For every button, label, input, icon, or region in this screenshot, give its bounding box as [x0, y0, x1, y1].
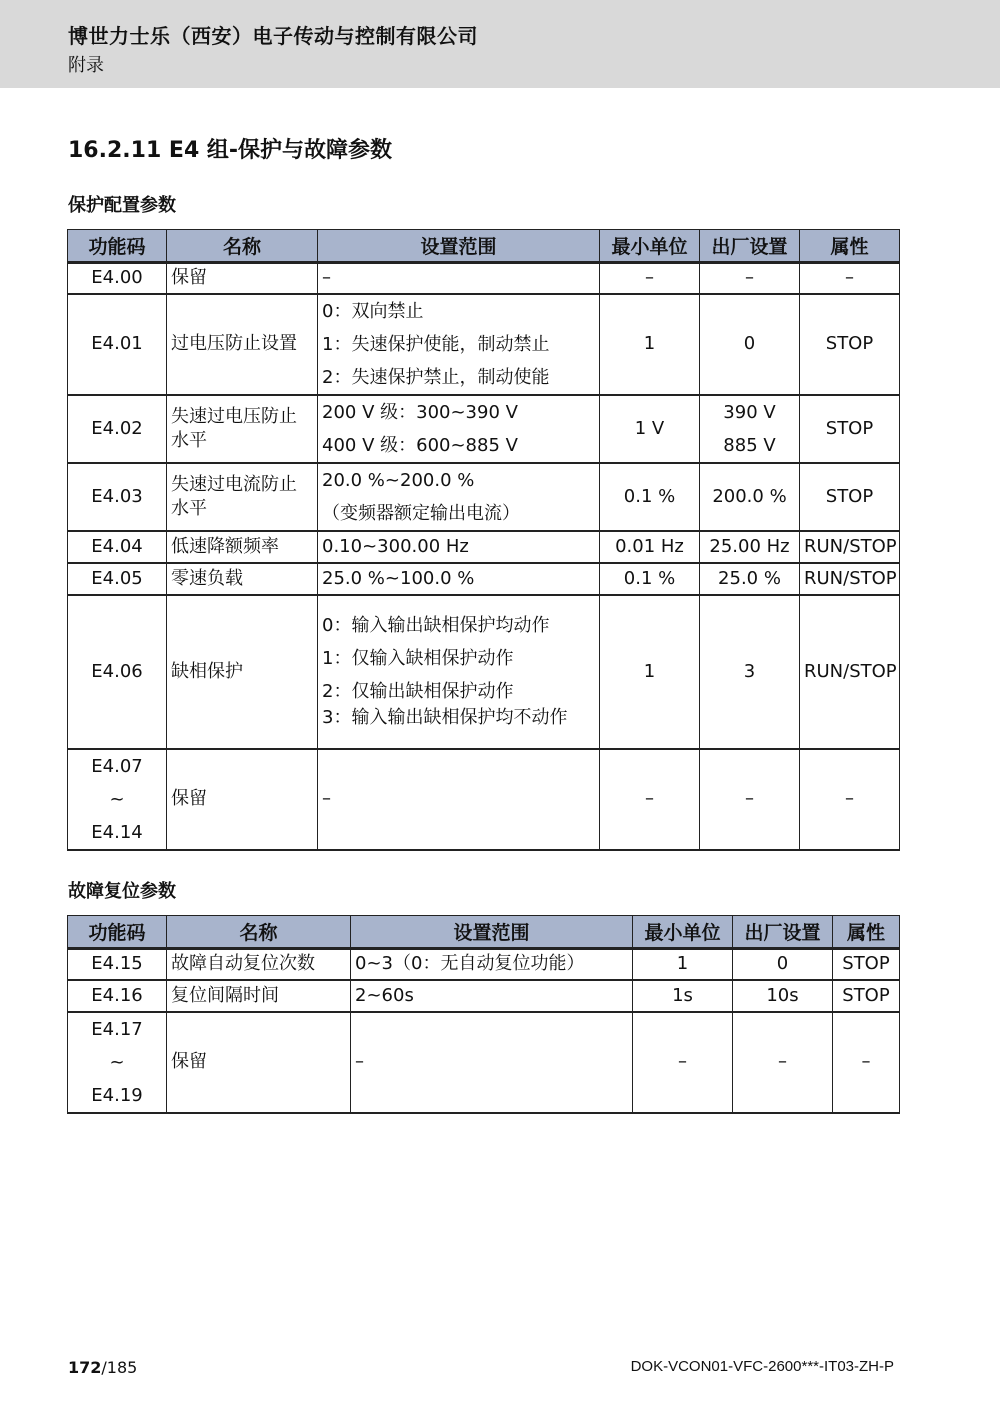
code-cell: E4.06: [68, 595, 167, 749]
range-option: （变频器额定输出电流）: [322, 502, 520, 524]
code-line: E4.07: [91, 755, 143, 777]
default-cell: 25.0 %: [700, 563, 800, 595]
code-cell: E4.15: [68, 949, 167, 980]
table-row: [68, 595, 900, 749]
range-cell: 0.10~300.00 Hz: [318, 531, 600, 563]
default-cell: 3: [700, 595, 800, 749]
attr-cell: RUN/STOP: [800, 563, 900, 595]
range-option: 400 V 级：600~885 V: [322, 434, 518, 456]
column-header: 属性: [800, 230, 900, 263]
table-header-row: [68, 230, 900, 263]
default-value: 885 V: [723, 434, 776, 456]
range-option: 0：双向禁止: [322, 300, 424, 322]
page-total: /185: [101, 1358, 138, 1377]
name-cell: 失速过电流防止水平: [167, 463, 318, 531]
column-header: 设置范围: [318, 230, 600, 263]
column-header: 出厂设置: [733, 916, 833, 949]
code-cell: E4.01: [68, 294, 167, 395]
column-header: 最小单位: [600, 230, 700, 263]
code-line: E4.19: [91, 1084, 143, 1106]
name-cell: 复位间隔时间: [167, 980, 351, 1012]
name-cell: 缺相保护: [167, 595, 318, 749]
unit-cell: 0.1 %: [600, 563, 700, 595]
code-cell: E4.05: [68, 563, 167, 595]
range-option: 1：失速保护使能，制动禁止: [322, 333, 550, 355]
range-cell: 2~60s: [351, 980, 633, 1012]
code-cell: E4.16: [68, 980, 167, 1012]
code-cell: E4.03: [68, 463, 167, 531]
range-option: 200 V 级：300~390 V: [322, 401, 518, 423]
unit-cell: –: [600, 263, 700, 294]
section-label: 附录: [68, 55, 104, 76]
column-header: 名称: [167, 230, 318, 263]
table-row: [68, 949, 900, 980]
range-cell: 0~3（0：无自动复位功能）: [351, 949, 633, 980]
table-header-row: [68, 916, 900, 949]
table-row: [68, 395, 900, 463]
attr-cell: –: [833, 1012, 900, 1113]
range-option: 3：输入输出缺相保护均不动作: [322, 707, 568, 728]
attr-cell: STOP: [800, 294, 900, 395]
name-cell: 过电压防止设置: [167, 294, 318, 395]
attr-cell: STOP: [800, 395, 900, 463]
attr-cell: –: [800, 263, 900, 294]
column-header: 设置范围: [351, 916, 633, 949]
code-cell: [68, 749, 167, 850]
unit-cell: 0.01 Hz: [600, 531, 700, 563]
table-row: [68, 294, 900, 395]
range-option: 2：仅输出缺相保护动作: [322, 681, 514, 702]
table1-title: 保护配置参数: [68, 195, 176, 216]
section-heading: 16.2.11 E4 组-保护与故障参数: [68, 138, 393, 163]
name-cell: 失速过电压防止水平: [167, 395, 318, 463]
column-header: 最小单位: [633, 916, 733, 949]
attr-cell: STOP: [800, 463, 900, 531]
table-row: [68, 463, 900, 531]
range-cell: [318, 595, 600, 749]
column-header: 属性: [833, 916, 900, 949]
name-cell: 保留: [167, 1012, 351, 1113]
range-cell: [318, 395, 600, 463]
page-header: [0, 0, 1000, 88]
code-cell: E4.00: [68, 263, 167, 294]
code-cell: E4.02: [68, 395, 167, 463]
column-header: 出厂设置: [700, 230, 800, 263]
column-header: 名称: [167, 916, 351, 949]
range-cell: [318, 463, 600, 531]
unit-cell: 1 V: [600, 395, 700, 463]
unit-cell: 0.1 %: [600, 463, 700, 531]
range-cell: –: [318, 749, 600, 850]
table-row: [68, 749, 900, 850]
default-cell: 0: [733, 949, 833, 980]
code-cell: E4.04: [68, 531, 167, 563]
company-name: 博世力士乐（西安）电子传动与控制有限公司: [68, 24, 478, 48]
range-cell: 25.0 %~100.0 %: [318, 563, 600, 595]
table-row: [68, 531, 900, 563]
protection-config-table: [67, 229, 900, 851]
name-cell: 故障自动复位次数: [167, 949, 351, 980]
name-cell: 零速负载: [167, 563, 318, 595]
code-line: E4.17: [91, 1018, 143, 1040]
name-cell: 保留: [167, 749, 318, 850]
unit-cell: 1s: [633, 980, 733, 1012]
column-header: 功能码: [68, 916, 167, 949]
range-cell: –: [351, 1012, 633, 1113]
range-option: 20.0 %~200.0 %: [322, 469, 475, 491]
range-cell: [318, 294, 600, 395]
default-cell: 200.0 %: [700, 463, 800, 531]
default-value: 390 V: [723, 401, 776, 423]
attr-cell: RUN/STOP: [800, 531, 900, 563]
range-option: 0：输入输出缺相保护均动作: [322, 615, 550, 636]
range-option: 1：仅输入缺相保护动作: [322, 648, 514, 669]
default-cell: [700, 395, 800, 463]
fault-reset-table: [67, 915, 900, 1114]
code-cell: [68, 1012, 167, 1113]
column-header: 功能码: [68, 230, 167, 263]
default-cell: –: [733, 1012, 833, 1113]
attr-cell: STOP: [833, 980, 900, 1012]
unit-cell: –: [600, 749, 700, 850]
code-line: ~: [109, 788, 125, 810]
attr-cell: –: [800, 749, 900, 850]
name-cell: 低速降额频率: [167, 531, 318, 563]
unit-cell: –: [633, 1012, 733, 1113]
unit-cell: 1: [633, 949, 733, 980]
name-cell: 保留: [167, 263, 318, 294]
default-cell: 25.00 Hz: [700, 531, 800, 563]
default-cell: –: [700, 749, 800, 850]
default-cell: 10s: [733, 980, 833, 1012]
code-line: E4.14: [91, 821, 143, 843]
table-row: [68, 1012, 900, 1113]
default-cell: 0: [700, 294, 800, 395]
range-option: 2：失速保护禁止，制动使能: [322, 366, 550, 388]
page-current: 172: [68, 1358, 102, 1377]
page-number: [68, 1358, 137, 1377]
document-id: DOK-VCON01-VFC-2600***-IT03-ZH-P: [630, 1358, 894, 1375]
unit-cell: 1: [600, 294, 700, 395]
unit-cell: 1: [600, 595, 700, 749]
attr-cell: RUN/STOP: [800, 595, 900, 749]
code-line: ~: [109, 1051, 125, 1073]
table-row: [68, 980, 900, 1012]
table2-title: 故障复位参数: [68, 881, 176, 902]
table-row: [68, 563, 900, 595]
attr-cell: STOP: [833, 949, 900, 980]
table-row: [68, 263, 900, 294]
range-cell: –: [318, 263, 600, 294]
default-cell: –: [700, 263, 800, 294]
